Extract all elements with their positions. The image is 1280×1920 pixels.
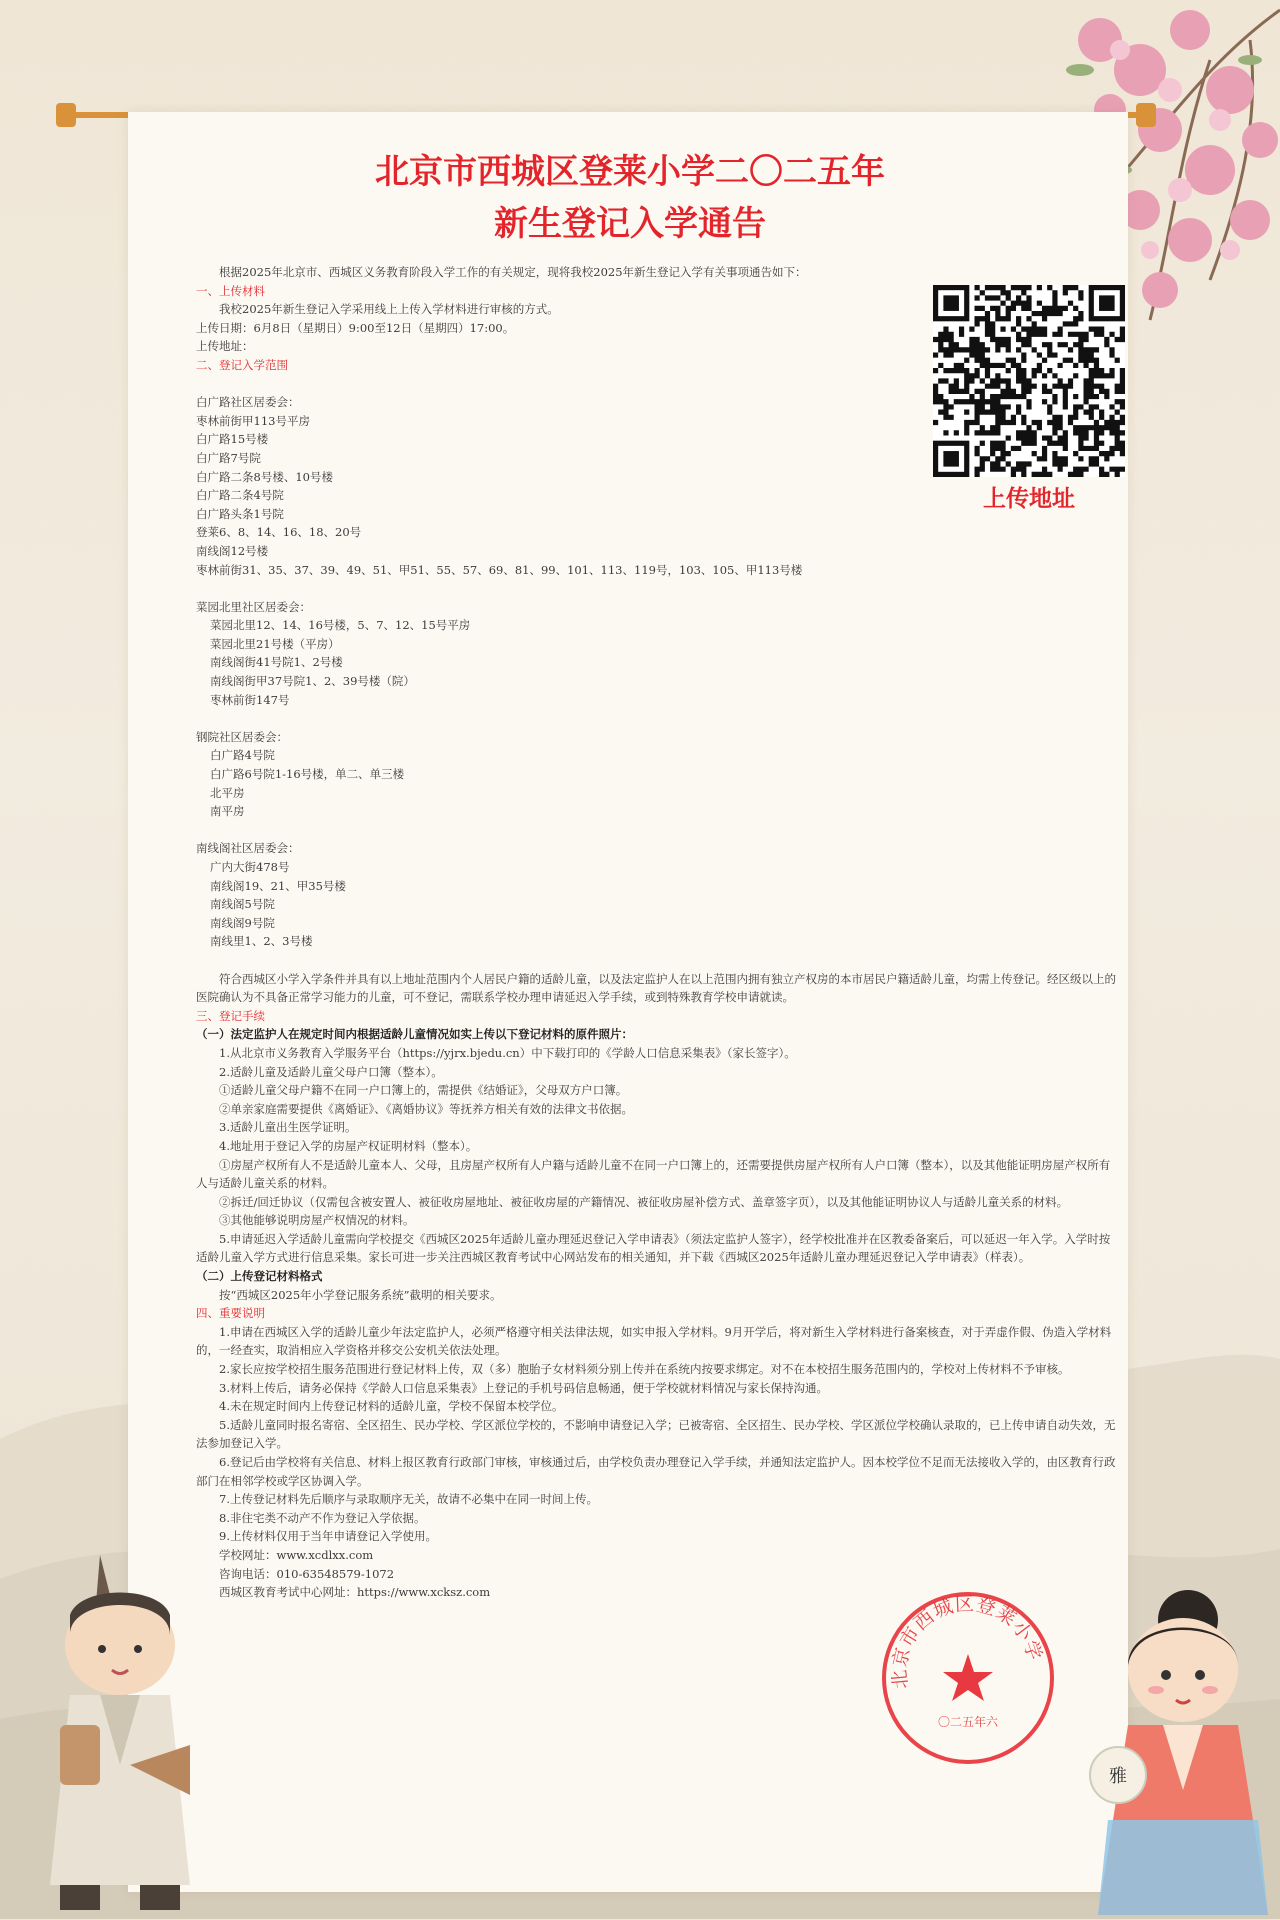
paragraph: 咨询电话：010-63548579-1072 (219, 1566, 395, 1581)
address-line: 南线阁19、21、甲35号楼 (210, 878, 346, 893)
section-heading: 二、登记入学范围 (196, 357, 288, 372)
paragraph: 4.未在规定时间内上传登记材料的适龄儿童，学校不保留本校学位。 (219, 1399, 564, 1414)
title-line-1: 北京市西城区登莱小学二〇二五年 (375, 152, 885, 192)
girl-illustration (1088, 1560, 1278, 1920)
text-line: 白广路15号楼 (196, 432, 269, 447)
text-line: 南线阁社区居委会： (196, 841, 300, 856)
address-line: 南线里1、2、3号楼 (210, 934, 313, 949)
qr-label: 上传地址 (983, 486, 1075, 512)
text-line: 枣林前街31、35、37、39、49、51、甲51、55、57、69、81、99、101、113、119号，103、105、甲113号楼 (196, 562, 803, 577)
spacer (196, 579, 1116, 598)
spacer (196, 951, 1116, 970)
address-line: 南平房 (210, 804, 245, 819)
text-line: 上传日期：6月8日（星期日）9:00至12日（星期四）17:00。 (196, 320, 515, 335)
paragraph: 1.从北京市义务教育入学服务平台（https://yjrx.bjedu.cn）中下载打印的《学龄人口信息采集表》（家长签字）。 (219, 1045, 796, 1060)
paragraph: 7.上传登记材料先后顺序与录取顺序无关，故请不必集中在同一时间上传。 (219, 1492, 598, 1507)
address-line: 白广路4号院 (210, 748, 275, 763)
school-seal-stamp (878, 1588, 1058, 1768)
paragraph: 9.上传材料仅用于当年申请登记入学使用。 (219, 1529, 437, 1544)
paragraph: 3.材料上传后，请务必保持《学龄人口信息采集表》上登记的手机号码信息畅通，便于学校就材料情况与家长保持沟通。 (219, 1380, 828, 1395)
section-heading: 四、重要说明 (196, 1306, 265, 1321)
text-line: 登莱6、8、14、16、18、20号 (196, 525, 362, 540)
address-line: 南线阁街甲37号院1、2、39号楼（院） (210, 674, 415, 689)
paragraph: 2.适龄儿童及适龄儿童父母户口簿（整本）。 (219, 1064, 443, 1079)
paragraph: 6.登记后由学校将有关信息、材料上报区教育行政部门审核，审核通过后，由学校负责办理登记入学手续，并通知法定监护人。因本校学位不足而无法接收入学的，由区教育行政部门在相邻学校或学区协调入学。 (196, 1455, 1116, 1488)
upload-qr-code[interactable] (933, 285, 1125, 477)
paragraph: 5.申请延迟入学适龄儿童需向学校提交《西城区2025年适龄儿童办理延迟登记入学申请表》（须法定监护人签字），经学校批准并在区教委备案后，可以延迟一年入学。入学时按适龄儿童入学方式进行信息采集。家长可进一步关注西城区教育考试中心网站发布的相关通知，并下载《西城区2025年适龄儿童办理延迟登记入学申请表》（样表）。 (196, 1231, 1111, 1265)
text-line: 白广路二条8号楼、10号楼 (196, 469, 333, 484)
paragraph: ②单亲家庭需要提供《离婚证》、《离婚协议》等抚养方相关有效的法律文书依据。 (219, 1101, 633, 1116)
scholar-boy-illustration (40, 1545, 230, 1915)
section-heading: 三、登记手续 (196, 1008, 265, 1023)
seal-text: 北京市西城区登莱小学 (888, 1593, 1047, 1690)
paragraph: ①适龄儿童父母户籍不在同一户口簿上的，需提供《结婚证》，父母双方户口簿。 (219, 1083, 628, 1098)
title-line-2: 新生登记入学通告 (494, 204, 766, 244)
text-line: 上传地址： (196, 339, 254, 354)
paragraph: 8.非住宅类不动产不作为登记入学依据。 (219, 1510, 426, 1525)
notice-title (200, 146, 1060, 250)
paragraph: 按“西城区2025年小学登记服务系统”截明的相关要求。 (219, 1287, 502, 1302)
paragraph: 1.申请在西城区入学的适龄儿童少年法定监护人，必须严格遵守相关法律法规，如实申报入学材料。9月开学后，将对新生入学材料进行备案核查，对于弄虚作假、伪造入学材料的，一经查实，取消相应入学资格并移交公安机关依法处理。 (196, 1324, 1112, 1358)
scroll-knob-left (56, 103, 76, 127)
paragraph: 西城区教育考试中心网址：https://www.xcksz.com (219, 1585, 491, 1600)
text-line: 白广路二条4号院 (196, 488, 284, 503)
paragraph: 2.家长应按学校招生服务范围进行登记材料上传，双（多）胞胎子女材料须分别上传并在系统内按要求绑定。对不在本校招生服务范围内的，学校对上传材料不予审核。 (219, 1362, 1070, 1377)
text-line: 白广路头条1号院 (196, 506, 284, 521)
paragraph: ③其他能够说明房屋产权情况的材料。 (219, 1213, 415, 1228)
text-line: 菜园北里社区居委会： (196, 599, 311, 614)
paragraph: 根据2025年北京市、西城区义务教育阶段入学工作的有关规定，现将我校2025年新生登记入学有关事项通告如下： (219, 265, 807, 279)
section-heading: 一、上传材料 (196, 283, 265, 298)
paragraph: ②拆迁/回迁协议（仅需包含被安置人、被征收房屋地址、被征收房屋的产籍情况、被征收房屋补偿方式、盖章签字页），以及其他能证明协议人与适龄儿童关系的材料。 (219, 1194, 1069, 1209)
subsection-heading: （一）法定监护人在规定时间内根据适龄儿童情况如实上传以下登记材料的原件照片： (196, 1027, 633, 1042)
subsection-heading: （二）上传登记材料格式 (196, 1269, 323, 1284)
address-line: 北平房 (210, 785, 245, 800)
paragraph: 4.地址用于登记入学的房屋产权证明材料（整本）。 (219, 1138, 478, 1153)
text-line: 南线阁12号楼 (196, 543, 269, 558)
paragraph: 符合西城区小学入学条件并具有以上地址范围内个人居民户籍的适龄儿童，以及法定监护人在以上范围内拥有独立产权房的本市居民户籍适龄儿童，均需上传登记。经区级以上的医院确认为不具备正常学习能力的儿童，可不登记，需联系学校办理申请延迟入学手续，或到特殊教育学校申请就读。 (196, 971, 1116, 1005)
text-line: 白广路社区居委会： (196, 395, 300, 410)
address-line: 广内大街478号 (210, 860, 290, 874)
text-line: 白广路7号院 (196, 450, 261, 465)
address-line: 菜园北里12、14、16号楼，5、7、12、15号平房 (210, 618, 471, 633)
address-line: 南线阁9号院 (210, 915, 275, 930)
scroll-knob-right (1136, 103, 1156, 127)
address-line: 菜园北里21号楼（平房） (210, 636, 340, 651)
text-line: 枣林前街甲113号平房 (196, 413, 310, 428)
seal-date: 〇二五年六 (937, 1715, 999, 1729)
address-line: 南线阁5号院 (210, 897, 275, 912)
paragraph: 5.适龄儿童同时报名寄宿、全区招生、民办学校、学区派位学校的，不影响申请登记入学；已被寄宿、全区招生、民办学校、学区派位学校确认录取的，已上传申请自动失效，无法参加登记入学。 (196, 1417, 1116, 1451)
text-line: 钢院社区居委会： (196, 729, 288, 744)
svg-text:雅: 雅 (1109, 1766, 1127, 1787)
spacer (196, 821, 1116, 840)
paragraph: 3.适龄儿童出生医学证明。 (219, 1120, 357, 1135)
paragraph: 学校网址：www.xcdlxx.com (219, 1547, 374, 1562)
address-line: 白广路6号院1-16号楼，单二、单三楼 (210, 767, 405, 782)
spacer (196, 709, 1116, 728)
address-line: 枣林前街147号 (210, 692, 290, 707)
address-line: 南线阁街41号院1、2号楼 (210, 655, 343, 670)
paragraph: 我校2025年新生登记入学采用线上上传入学材料进行审核的方式。 (219, 302, 559, 317)
paragraph: ①房屋产权所有人不是适龄儿童本人、父母，且房屋产权所有人户籍与适龄儿童不在同一户口簿上的，还需要提供房屋产权所有人户口簿（整本），以及其他能证明房屋产权所有人与适龄儿童关系的材料。 (196, 1157, 1111, 1191)
